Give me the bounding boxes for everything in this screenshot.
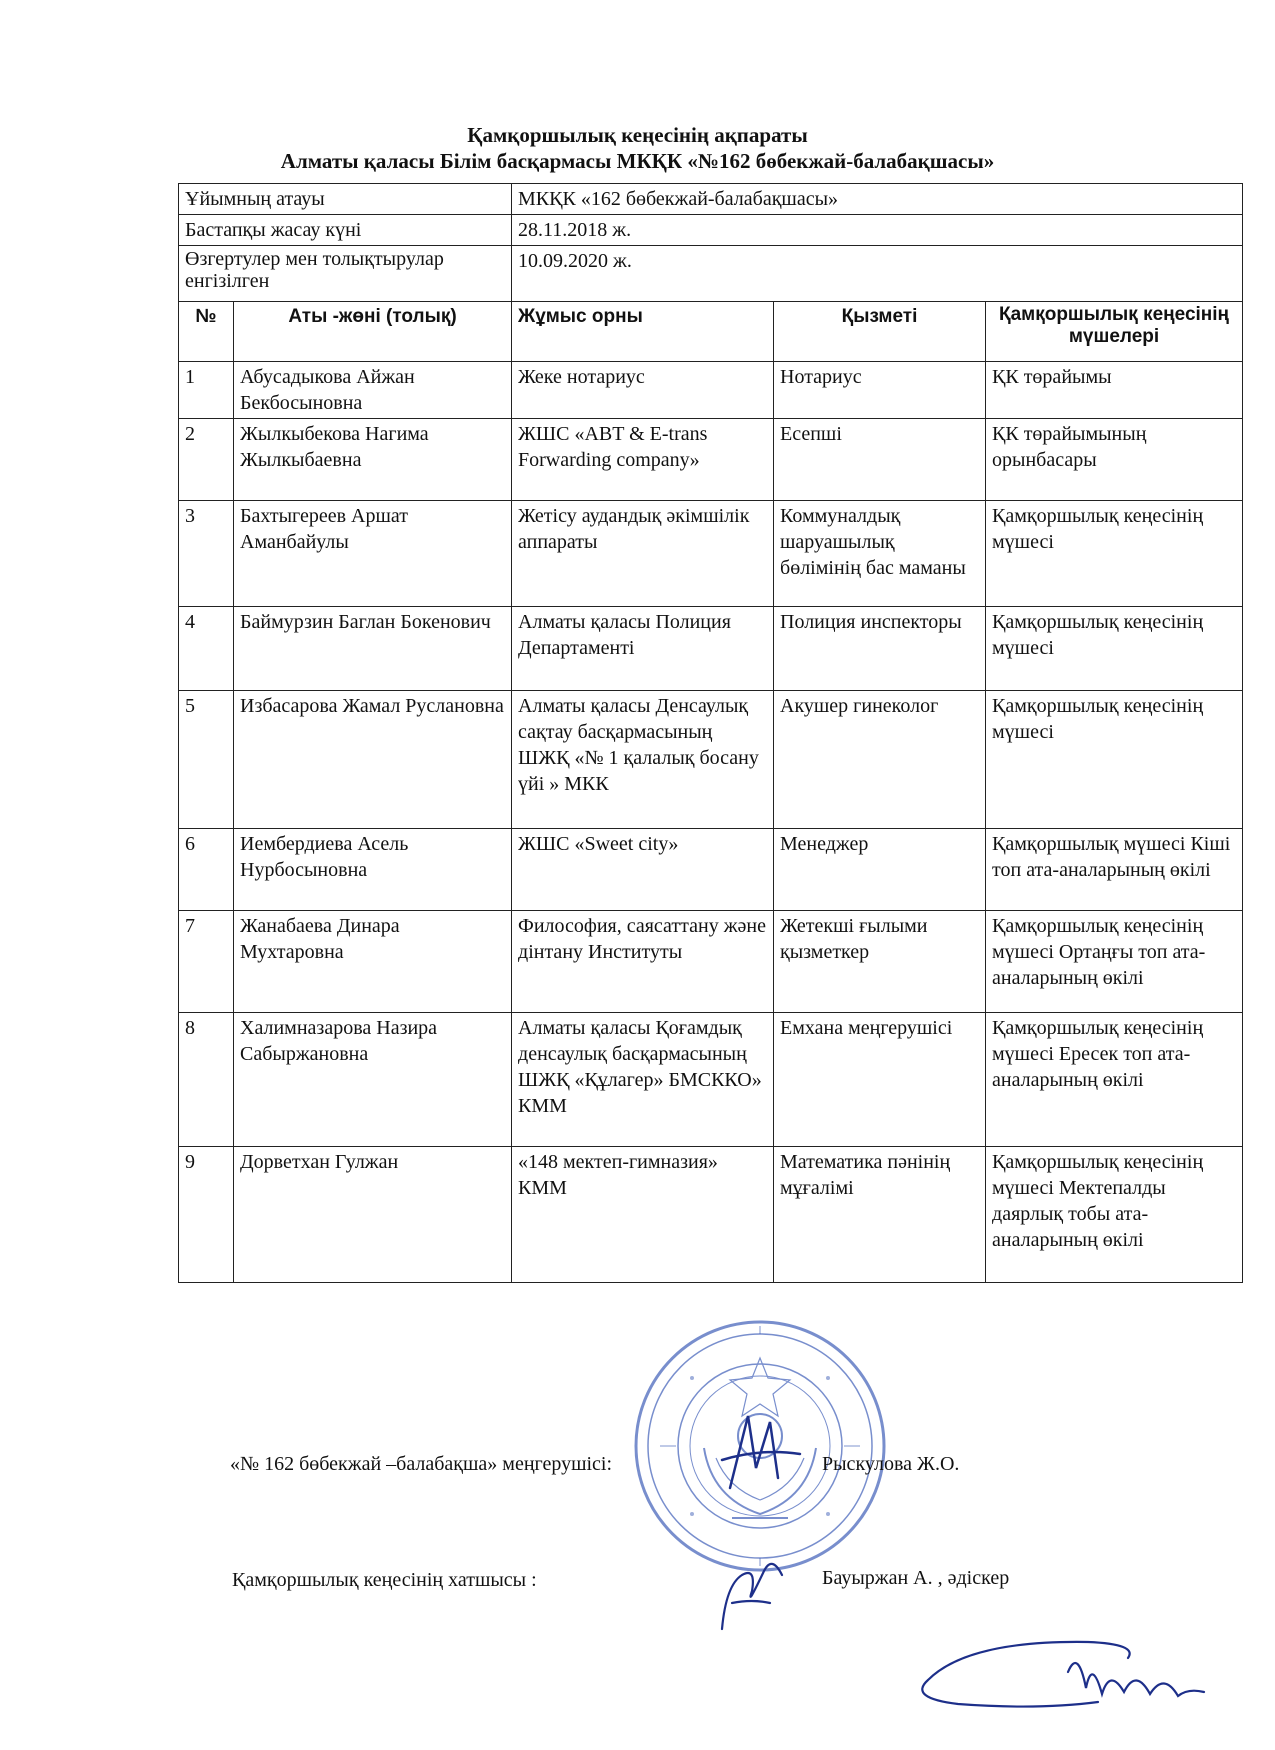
row-work: «148 мектеп-гимназия» КММ (512, 1147, 774, 1283)
row-position: Математика пәнінің мұғалімі (774, 1147, 986, 1283)
council-table (178, 183, 1243, 1283)
changes-value: 10.09.2020 ж. (512, 246, 1243, 302)
row-work: Алматы қаласы Полиция Департаменті (512, 607, 774, 691)
col-position: Қызметі (774, 302, 986, 362)
row-position: Менеджер (774, 829, 986, 911)
row-work: Алматы қаласы Қоғамдық денсаулық басқармасының ШЖҚ «Құлагер» БМСККО» КММ (512, 1013, 774, 1147)
row-name: Дорветхан Гулжан (234, 1147, 512, 1283)
changes-label: Өзгертулер мен толықтырулар енгізілген (179, 246, 512, 302)
org-value: МКҚК «162 бөбекжай-балабақшасы» (512, 184, 1243, 215)
table-row (179, 501, 1243, 607)
row-name: Жанабаева Динара Мухтаровна (234, 911, 512, 1013)
row-name: Баймурзин Баглан Бокенович (234, 607, 512, 691)
row-num: 4 (179, 607, 234, 691)
row-position: Емхана меңгерушісі (774, 1013, 986, 1147)
bottom-signature-icon (888, 1618, 1218, 1728)
row-name: Бахтыгереев Аршат Аманбайулы (234, 501, 512, 607)
row-role: Қамқоршылық мүшесі Кіші топ ата-аналарының өкілі (986, 829, 1243, 911)
table-row (179, 1147, 1243, 1283)
row-position: Жетекші ғылыми қызметкер (774, 911, 986, 1013)
col-work: Жұмыс орны (512, 302, 774, 362)
row-num: 8 (179, 1013, 234, 1147)
row-role: Қамқоршылық кеңесінің мүшесі Ортаңғы топ ата-аналарының өкілі (986, 911, 1243, 1013)
header-row (179, 302, 1243, 362)
row-work: ЖШС «Sweet city» (512, 829, 774, 911)
row-role: ҚК төрайымының орынбасары (986, 419, 1243, 501)
row-work: ЖШС «ABT & E-trans Forwarding company» (512, 419, 774, 501)
org-label: Ұйымның атауы (179, 184, 512, 215)
row-position: Нотариус (774, 362, 986, 419)
row-role: Қамқоршылық кеңесінің мүшесі (986, 501, 1243, 607)
table-row (179, 911, 1243, 1013)
changes-row (179, 246, 1243, 302)
secretary-name: Бауыржан А. , әдіскер (822, 1567, 1010, 1589)
row-role: Қамқоршылық кеңесінің мүшесі (986, 691, 1243, 829)
row-position: Полиция инспекторы (774, 607, 986, 691)
row-num: 3 (179, 501, 234, 607)
table-row (179, 362, 1243, 419)
col-num: № (179, 302, 234, 362)
created-value: 28.11.2018 ж. (512, 215, 1243, 246)
col-name: Аты -жөні (толық) (234, 302, 512, 362)
row-work: Алматы қаласы Денсаулық сақтау басқармасының ШЖҚ «№ 1 қалалық босану үйі » МКК (512, 691, 774, 829)
secretary-signature-icon (712, 1545, 792, 1635)
title-line-1: Қамқоршылық кеңесінің ақпараты (467, 123, 808, 147)
row-name: Избасарова Жамал Руслановна (234, 691, 512, 829)
table-row (179, 829, 1243, 911)
table-row (179, 691, 1243, 829)
row-name: Халимназарова Назира Сабыржановна (234, 1013, 512, 1147)
created-row (179, 215, 1243, 246)
row-num: 7 (179, 911, 234, 1013)
row-num: 6 (179, 829, 234, 911)
row-work: Жеке нотариус (512, 362, 774, 419)
document-title (0, 122, 1275, 174)
title-line-2: Алматы қаласы Білім басқармасы МКҚК «№162 бөбекжай-балабақшасы» (280, 149, 995, 173)
row-work: Жетісу аудандық әкімшілік аппараты (512, 501, 774, 607)
table-row (179, 419, 1243, 501)
row-role: Қамқоршылық кеңесінің мүшесі (986, 607, 1243, 691)
org-row (179, 184, 1243, 215)
row-name: Иембердиева Асель Нурбосыновна (234, 829, 512, 911)
row-num: 9 (179, 1147, 234, 1283)
head-signature-icon (700, 1408, 810, 1500)
row-role: ҚК төрайымы (986, 362, 1243, 419)
row-work: Философия, саясаттану және дінтану Институты (512, 911, 774, 1013)
row-role: Қамқоршылық кеңесінің мүшесі Ересек топ ата-аналарының өкілі (986, 1013, 1243, 1147)
table-row (179, 1013, 1243, 1147)
row-num: 5 (179, 691, 234, 829)
col-role: Қамқоршылық кеңесінің мүшелері (986, 302, 1243, 362)
row-name: Абусадыкова Айжан Бекбосыновна (234, 362, 512, 419)
row-position: Есепші (774, 419, 986, 501)
head-label: «№ 162 бөбекжай –балабақша» меңгерушісі: (230, 1453, 613, 1475)
secretary-label: Қамқоршылық кеңесінің хатшысы : (232, 1569, 537, 1591)
created-label: Бастапқы жасау күні (179, 215, 512, 246)
head-name: Рыскулова Ж.О. (822, 1453, 960, 1475)
row-num: 1 (179, 362, 234, 419)
row-num: 2 (179, 419, 234, 501)
table-row (179, 607, 1243, 691)
row-role: Қамқоршылық кеңесінің мүшесі Мектепалды даярлық тобы ата-аналарының өкілі (986, 1147, 1243, 1283)
row-position: Акушер гинеколог (774, 691, 986, 829)
row-name: Жылкыбекова Нагима Жылкыбаевна (234, 419, 512, 501)
row-position: Коммуналдық шаруашылық бөлімінің бас маманы (774, 501, 986, 607)
